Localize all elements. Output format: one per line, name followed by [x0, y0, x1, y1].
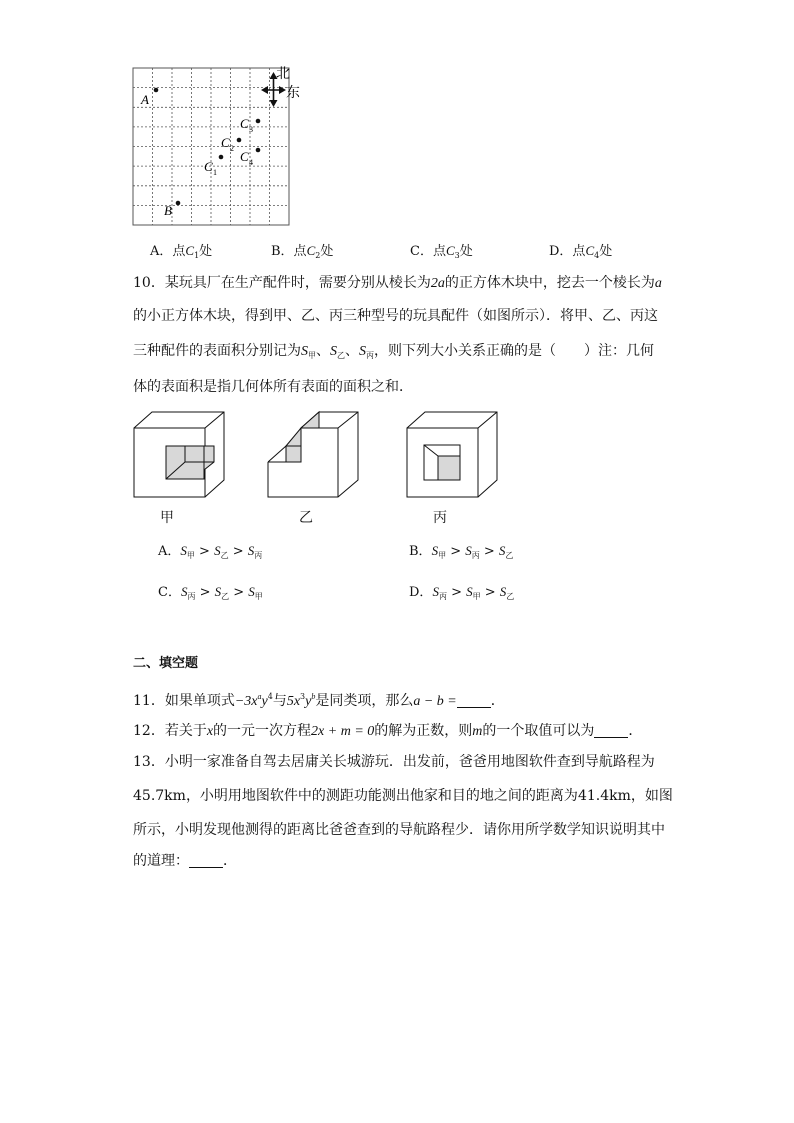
q12-line: 12．若关于x的一元一次方程2x + m = 0的解为正数，则m的一个取值可以为 ． [133, 723, 643, 739]
cube-yi-figure [264, 410, 364, 500]
fig-label-yi: 乙 [299, 510, 313, 526]
fig-label-bing: 丙 [433, 510, 447, 526]
q13-answer-blank[interactable] [189, 853, 223, 868]
q13-line-3: 所示，小明发现他测得的距离比爸爸查到的导航路程少．请你用所学数学知识说明其中 [133, 822, 665, 838]
cube-bing-figure [403, 410, 503, 500]
point-b-dot [176, 201, 181, 206]
point-a-label: A [141, 92, 149, 107]
point-c2-dot [237, 138, 242, 143]
q13-line-4: 的道理： ． [133, 853, 237, 869]
q10-option-c: C．$S_丙 > S_乙 > S_甲$ [158, 584, 263, 601]
grid-figure [125, 60, 315, 232]
q9-option-d: D．点$C_4$处 [549, 243, 613, 260]
q9-option-b: B．点$C_2$处 [271, 243, 334, 260]
point-c3-dot [256, 119, 261, 124]
point-c4-label: C [240, 149, 249, 164]
point-c4-sub: 4 [249, 158, 253, 167]
q10-line-3: 三种配件的表面积分别记为$S_甲$、$S_乙$、$S_丙$，则下列大小关系正确的是（ ）注：几何 [133, 343, 654, 360]
q10-line-4: 体的表面积是指几何体所有表面的面积之和． [133, 379, 413, 395]
cube-jia-figure [130, 410, 236, 500]
q11-line: 11．如果单项式$-3x^ay^4$与$5x^3y^b$是同类项，那么a − b = ． [133, 692, 505, 709]
fig-label-jia: 甲 [160, 510, 174, 526]
point-c1-dot [219, 155, 224, 160]
point-c4-dot [256, 148, 261, 153]
point-c3-label: C [240, 116, 249, 131]
q10-option-d: D．$S_丙 > S_甲 > S_乙$ [409, 584, 515, 601]
point-c1-sub: 1 [213, 168, 217, 177]
point-c2-sub: 2 [230, 144, 234, 153]
q13-line-2: 45.7km，小明用地图软件中的测距功能测出他家和目的地之间的距离为41.4km，如图 [133, 788, 673, 804]
point-b-label: B [164, 203, 172, 218]
compass-east: 东 [286, 85, 300, 101]
point-a-dot [154, 88, 159, 93]
q9-option-c: C．点$C_3$处 [410, 243, 473, 260]
compass-north: 北 [276, 66, 290, 82]
point-c1-label: C [204, 159, 213, 174]
q10-option-b: B．$S_甲 > S_丙 > S_乙$ [409, 543, 514, 560]
q9-option-a: A．点$C_1$处 [150, 243, 213, 260]
point-c2-label: C [221, 135, 230, 150]
q13-line-1: 13．小明一家准备自驾去居庸关长城游玩．出发前，爸爸用地图软件查到导航路程为 [133, 754, 655, 770]
q10-line-2: 的小正方体木块，得到甲、乙、丙三种型号的玩具配件（如图所示）．将甲、乙、丙这 [133, 308, 658, 324]
q12-answer-blank[interactable] [594, 723, 628, 738]
q10-option-a: A．$S_甲 > S_乙 > S_丙$ [158, 543, 263, 560]
point-c3-sub: 3 [249, 125, 253, 134]
section-2-title: 二、填空题 [133, 656, 199, 671]
q11-answer-blank[interactable] [457, 693, 491, 708]
q10-line-1: 10．某玩具厂在生产配件时，需要分别从棱长为2a的正方体木块中，挖去一个棱长为a [133, 275, 662, 291]
